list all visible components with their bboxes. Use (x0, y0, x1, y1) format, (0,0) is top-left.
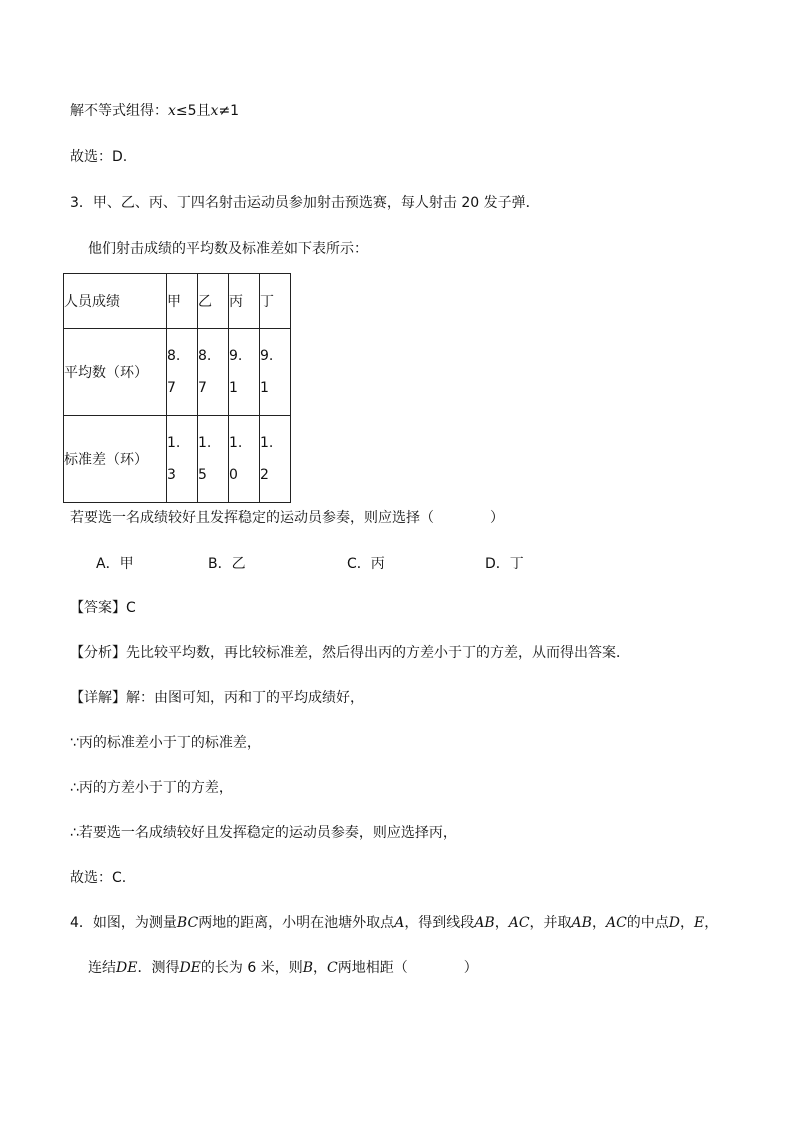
var-ac: AC (605, 915, 627, 931)
table-cell (167, 329, 198, 416)
text-span: 的长为 6 米，则 (200, 960, 303, 976)
cell-line: 7 (198, 380, 207, 396)
q3-stem-line1: 3．甲、乙、丙、丁四名射击运动员参加射击预选赛，每人射击 20 发子弹． (70, 195, 540, 211)
table-cell (198, 416, 229, 503)
cell-line: 5 (198, 467, 207, 483)
table-cell (260, 416, 291, 503)
var-e: E (694, 915, 705, 931)
detail-line: 【详解】解：由图可知，丙和丁的平均成绩好， (70, 690, 364, 706)
cell-line: 1. (229, 435, 243, 451)
answer-line: 【答案】C (70, 600, 136, 616)
var-a: A (394, 915, 405, 931)
var-c: C (327, 960, 338, 976)
text-span: ， (494, 915, 509, 931)
var-b: B (302, 960, 314, 976)
q4-stem-line2 (88, 958, 478, 978)
var-bc: BC (176, 915, 199, 931)
step-line-3: ∴若要选一名成绩较好且发挥稳定的运动员参奏，则应选择丙， (70, 825, 457, 841)
analysis-line: 【分析】先比较平均数，再比较标准差，然后得出丙的方差小于丁的方差，从而得出答案． (70, 645, 630, 661)
solve-end: ≠1 (218, 103, 240, 119)
cell-line: 1 (260, 380, 269, 396)
cell-line: 1 (229, 380, 238, 396)
row-label: 平均数（环） (64, 329, 167, 416)
table-header-cell: 甲 (167, 274, 198, 329)
table-cell (229, 329, 260, 416)
step-line-2: ∴丙的方差小于丁的方差， (70, 780, 233, 796)
table-header-row (64, 274, 291, 329)
text-span: ．测得 (137, 960, 180, 976)
var-d: D (668, 915, 681, 931)
q3-question: 若要选一名成绩较好且发挥稳定的运动员参奏，则应选择（ ） (70, 510, 504, 526)
cell-line: 1. (260, 435, 274, 451)
var-x: x (210, 103, 219, 119)
table-row (64, 416, 291, 503)
cell-line: 8. (198, 348, 212, 364)
option-a[interactable]: A．甲 (96, 556, 134, 572)
option-d[interactable]: D．丁 (485, 556, 524, 572)
cell-line: 3 (167, 467, 176, 483)
text-span: 两地相距（ ） (337, 960, 478, 976)
solve-result-line (70, 101, 239, 121)
cell-line: 1. (198, 435, 212, 451)
q3-stem-line2: 他们射击成绩的平均数及标准差如下表所示： (88, 241, 368, 257)
cell-line: 9. (229, 348, 243, 364)
table-cell (198, 329, 229, 416)
cell-line: 8. (167, 348, 181, 364)
text-span: 4．如图，为测量 (70, 915, 177, 931)
text-span: ， (704, 915, 719, 931)
var-ac: AC (508, 915, 530, 931)
text-span: ， (591, 915, 606, 931)
text-span: 两地的距离，小明在池塘外取点 (198, 915, 395, 931)
table-cell (167, 416, 198, 503)
option-c[interactable]: C．丙 (347, 556, 385, 572)
step-line-1: ∵丙的标准差小于丁的标准差， (70, 735, 261, 751)
text-span: 连结 (88, 960, 116, 976)
table-row (64, 329, 291, 416)
score-table (63, 273, 291, 503)
row-label: 标准差（环） (64, 416, 167, 503)
text-span: ，并取 (529, 915, 572, 931)
q4-stem-line1 (70, 913, 718, 933)
var-ab: AB (571, 915, 592, 931)
text-span: ， (313, 960, 328, 976)
q3-choose-line: 故选：C. (70, 870, 127, 886)
table-header-cell: 人员成绩 (64, 274, 167, 329)
prev-choose-line: 故选：D. (70, 149, 128, 165)
table-cell (229, 416, 260, 503)
var-x: x (168, 103, 176, 119)
var-de: DE (179, 960, 201, 976)
text-span: ，得到线段 (404, 915, 475, 931)
solve-prefix: 解不等式组得： (70, 103, 168, 119)
cell-line: 9. (260, 348, 274, 364)
cell-line: 1. (167, 435, 181, 451)
text-span: ， (680, 915, 695, 931)
var-de: DE (116, 960, 138, 976)
cell-line: 2 (260, 467, 269, 483)
solve-mid: ≤5且 (175, 103, 211, 119)
cell-line: 7 (167, 380, 176, 396)
var-ab: AB (474, 915, 495, 931)
table-cell (260, 329, 291, 416)
table-header-cell: 丁 (260, 274, 291, 329)
option-b[interactable]: B．乙 (208, 556, 246, 572)
cell-line: 0 (229, 467, 238, 483)
table-header-cell: 乙 (198, 274, 229, 329)
table-header-cell: 丙 (229, 274, 260, 329)
text-span: 的中点 (626, 915, 669, 931)
